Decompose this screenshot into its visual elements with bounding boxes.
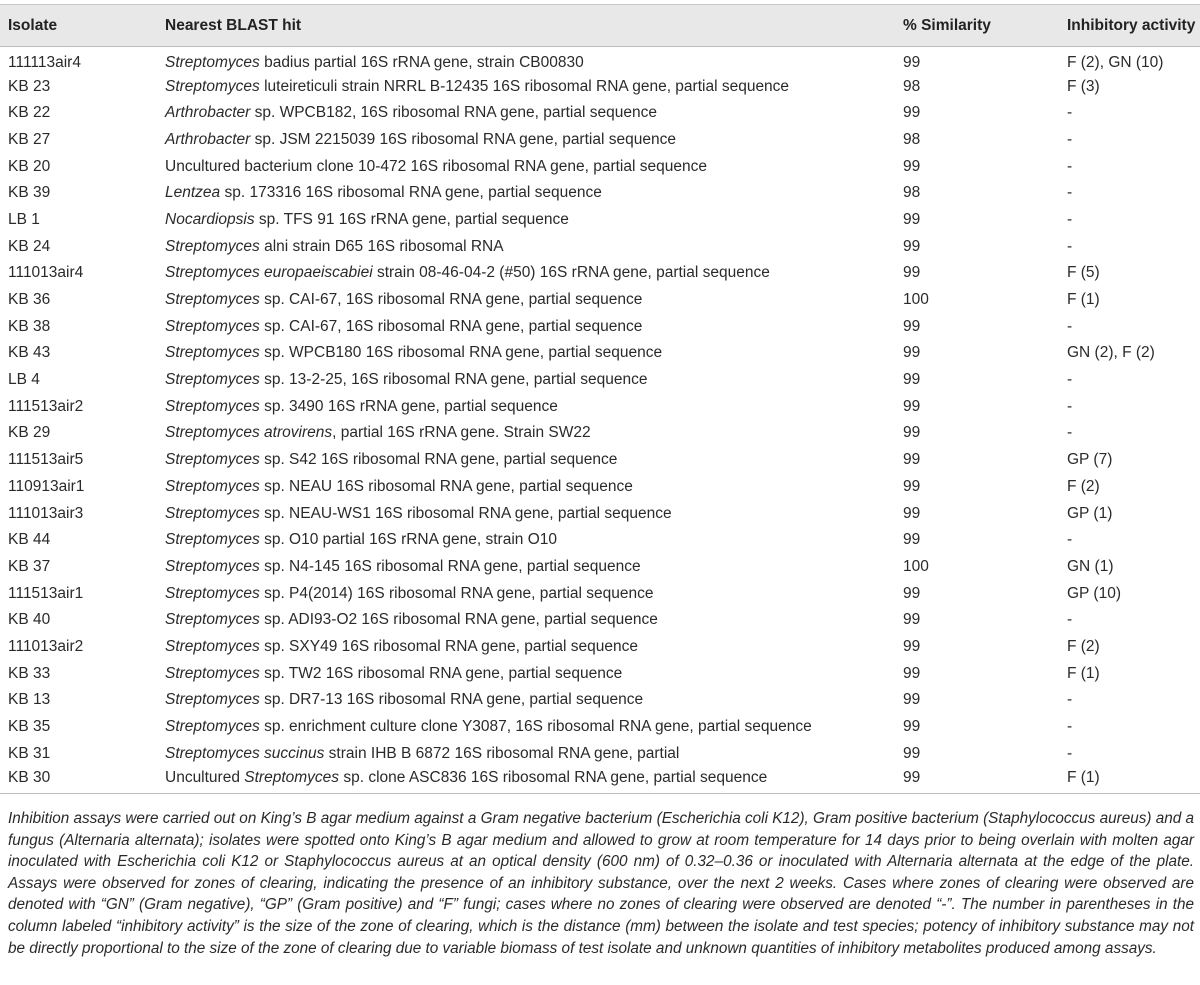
taxon-name: Streptomyces [244,769,340,787]
blast-hit-cell [157,393,895,420]
blast-hit-cell [157,73,895,100]
hit-description: sp. 3490 16S rRNA gene, partial sequence [259,397,558,415]
inhibitory-activity-cell: - [1067,157,1073,175]
table-row [0,740,1200,767]
blast-hit-cell [157,474,895,501]
header-inhibitory-activity: Inhibitory activity [1059,5,1200,47]
blast-hit-cell [157,127,895,154]
hit-description: sp. S42 16S ribosomal RNA gene, partial sequence [259,451,618,469]
isolate-cell: LB 1 [8,210,40,228]
blast-hit-cell [157,367,895,394]
blast-hit-cell [157,500,895,527]
taxon-name: Streptomyces [165,637,260,655]
table-row [0,153,1200,180]
table-row [0,660,1200,687]
hit-description: alni strain D65 16S ribosomal RNA [259,237,504,255]
similarity-cell: 99 [903,397,921,415]
blast-hit-cell [157,607,895,634]
inhibitory-activity-cell: - [1067,744,1073,762]
isolate-cell: 111113air4 [8,54,81,72]
table-row [0,367,1200,394]
table-row [0,527,1200,554]
similarity-cell: 99 [903,371,921,389]
header-nearest-blast-hit: Nearest BLAST hit [157,5,895,47]
similarity-cell: 99 [903,691,921,709]
table-row [0,607,1200,634]
similarity-cell: 99 [903,210,921,228]
table-row [0,207,1200,234]
isolate-cell: KB 35 [8,718,51,736]
inhibitory-activity-cell: F (5) [1067,264,1100,282]
table-footnote: Inhibition assays were carried out on King’s B agar medium against a Gram negative bacterium (Escherichia coli K12), Gram positive bacterium (Staphylococcus aureus) and a fungus (Alternaria alternata); isolates were spotted onto King’s B agar medium and allowed to grow at room temperature for 14 days prior to being overlain with molten agar inoculated with Escherichia coli K12 or Staphylococcus aureus at an optical density (600 nm) of 0.32–0.36 or inoculated with Alternaria alternata at the edge of the plate. Assays were observed for zones of clearing, indicating the presence of an inhibitory substance, over the next 2 weeks. Cases where zones of clearing were observed are denoted with “GN” (Gram negative), “GP” (Gram positive) and “F” fungi; cases where no zones of clearing were observed are denoted “-”. The number in parentheses in the column labeled “inhibitory activity” is the size of the zone of clearing, which is the distance (mm) between the isolate and test species; potency of inhibitory substance may not be directly proportional to the size of the zone of clearing due to variable biomass of test isolate and unknown quantities of inhibitory metabolites produced among assays. [8,810,1194,957]
table-row [0,47,1200,74]
inhibitory-activity-cell: F (2), GN (10) [1067,54,1164,72]
taxon-name: Streptomyces [165,504,260,522]
taxon-name: Streptomyces [165,54,260,72]
hit-description: sp. clone ASC836 16S ribosomal RNA gene, partial sequence [339,769,768,787]
taxon-name: Streptomyces [165,531,260,549]
taxon-name: Streptomyces [165,237,260,255]
similarity-cell: 99 [903,451,921,469]
blast-hit-cell [157,447,895,474]
blast-hit-cell [157,420,895,447]
isolate-cell: KB 31 [8,744,51,762]
isolate-cell: KB 27 [8,130,51,148]
hit-description: sp. SXY49 16S ribosomal RNA gene, partial sequence [259,637,639,655]
hit-description: strain 08-46-04-2 (#50) 16S rRNA gene, partial sequence [372,264,770,282]
inhibitory-activity-cell: F (1) [1059,767,1200,794]
hit-description: sp. CAI-67, 16S ribosomal RNA gene, partial sequence [259,291,643,309]
inhibitory-activity-cell: F (1) [1067,664,1100,682]
taxon-name: Streptomyces [165,317,260,335]
taxon-name: Streptomyces atrovirens [165,424,333,442]
taxon-name: Streptomyces succinus [165,744,325,762]
inhibitory-activity-cell: - [1067,237,1073,255]
similarity-cell: 99 [903,237,921,255]
similarity-cell: 98 [903,130,921,148]
table-row [0,580,1200,607]
similarity-cell: 99 [903,744,921,762]
table-row [0,233,1200,260]
hit-description: Uncultured bacterium clone 10-472 16S ribosomal RNA gene, partial sequence [165,157,707,175]
similarity-cell: 99 [903,424,921,442]
taxon-name: Arthrobacter [165,104,251,122]
table-row [0,500,1200,527]
taxon-name: Nocardiopsis [165,210,255,228]
hit-description: sp. N4-145 16S ribosomal RNA gene, partial sequence [259,557,641,575]
blast-hit-cell [157,180,895,207]
inhibitory-activity-cell: - [1067,424,1073,442]
inhibitory-activity-cell: - [1067,210,1073,228]
table-row [0,340,1200,367]
table-row [0,420,1200,447]
isolate-cell: KB 23 [8,77,51,95]
taxon-name: Streptomyces europaeiscabiei [165,264,373,282]
hit-description: sp. O10 partial 16S rRNA gene, strain O10 [259,531,558,549]
table-row [0,554,1200,581]
similarity-cell: 98 [903,77,921,95]
table-row [0,127,1200,154]
table-row [0,260,1200,287]
hit-description: luteireticuli strain NRRL B-12435 16S ribosomal RNA gene, partial sequence [259,77,790,95]
taxon-name: Arthrobacter [165,130,251,148]
hit-description: sp. P4(2014) 16S ribosomal RNA gene, partial sequence [259,584,654,602]
isolate-cell: 111013air2 [8,637,84,655]
hit-description: sp. WPCB180 16S ribosomal RNA gene, partial sequence [259,344,663,362]
taxon-name: Streptomyces [165,371,260,389]
isolate-cell: KB 13 [8,691,51,709]
isolate-cell: KB 38 [8,317,51,335]
isolate-cell: KB 43 [8,344,51,362]
isolate-cell: KB 36 [8,291,51,309]
inhibitory-activity-cell: GP (1) [1067,504,1113,522]
isolate-cell: 110913air1 [8,477,85,495]
similarity-cell: 99 [903,637,921,655]
taxon-name: Streptomyces [165,291,260,309]
isolate-cell: KB 37 [8,557,51,575]
table-row [0,714,1200,741]
similarity-cell: 99 [903,264,921,282]
hit-description: sp. WPCB182, 16S ribosomal RNA gene, partial sequence [250,104,657,122]
table-header [0,5,1200,47]
inhibitory-activity-cell: - [1067,397,1073,415]
inhibitory-activity-cell: - [1067,531,1073,549]
table-row [0,767,1200,794]
isolate-cell: 111513air2 [8,397,84,415]
table-row [0,180,1200,207]
taxon-name: Streptomyces [165,477,260,495]
isolate-cell: KB 44 [8,531,51,549]
isolate-cell: 111513air5 [8,451,84,469]
blast-hit-cell [157,660,895,687]
taxon-name: Streptomyces [165,557,260,575]
hit-description: , partial 16S rRNA gene. Strain SW22 [332,424,591,442]
table-row [0,447,1200,474]
hit-description: strain IHB B 6872 16S ribosomal RNA gene, partial [324,744,680,762]
hit-description: sp. TFS 91 16S rRNA gene, partial sequence [254,210,569,228]
similarity-cell: 99 [903,611,921,629]
inhibitory-activity-cell: GP (7) [1067,451,1113,469]
blast-hit-cell [157,153,895,180]
isolate-cell: KB 22 [8,104,51,122]
hit-description: sp. 13-2-25, 16S ribosomal RNA gene, partial sequence [259,371,648,389]
isolate-cell: 111013air4 [8,264,84,282]
taxon-name: Streptomyces [165,691,260,709]
blast-hit-cell [157,47,895,74]
similarity-cell: 99 [903,584,921,602]
hit-description: sp. JSM 2215039 16S ribosomal RNA gene, partial sequence [250,130,676,148]
table-body [0,47,1200,794]
table-row [0,393,1200,420]
similarity-cell: 99 [903,664,921,682]
inhibitory-activity-cell: - [1067,317,1073,335]
blast-hit-cell [157,260,895,287]
taxon-name: Streptomyces [165,397,260,415]
hit-description: sp. NEAU 16S ribosomal RNA gene, partial sequence [259,477,633,495]
taxon-name: Streptomyces [165,718,260,736]
isolate-cell: KB 40 [8,611,51,629]
table-row [0,73,1200,100]
isolate-cell: KB 20 [8,157,51,175]
inhibitory-activity-cell: F (2) [1067,637,1100,655]
isolate-cell: 111013air3 [8,504,84,522]
blast-hit-cell [157,207,895,234]
similarity-cell: 99 [903,54,921,72]
inhibitory-activity-cell: - [1067,104,1073,122]
taxon-name: Streptomyces [165,664,260,682]
blast-results-table [0,4,1200,794]
table-row [0,287,1200,314]
inhibitory-activity-cell: - [1067,130,1073,148]
similarity-cell: 99 [903,344,921,362]
hit-description: sp. CAI-67, 16S ribosomal RNA gene, partial sequence [259,317,643,335]
header-row [0,5,1200,47]
inhibitory-activity-cell: F (1) [1067,291,1100,309]
hit-description: Uncultured [165,769,245,787]
inhibitory-activity-cell: - [1067,611,1073,629]
isolate-cell: 111513air1 [8,584,84,602]
inhibitory-activity-cell: - [1067,184,1073,202]
taxon-name: Lentzea [165,184,221,202]
inhibitory-activity-cell: - [1067,691,1073,709]
isolate-cell: KB 33 [8,664,51,682]
hit-description: badius partial 16S rRNA gene, strain CB00830 [259,54,584,72]
similarity-cell: 99 [903,718,921,736]
header-isolate: Isolate [0,5,157,47]
inhibitory-activity-cell: F (3) [1067,77,1100,95]
taxon-name: Streptomyces [165,584,260,602]
similarity-cell: 99 [903,477,921,495]
blast-hit-cell [157,527,895,554]
blast-hit-cell [157,100,895,127]
taxon-name: Streptomyces [165,611,260,629]
table-row [0,474,1200,501]
blast-hit-cell [157,580,895,607]
isolate-cell: LB 4 [8,371,40,389]
taxon-name: Streptomyces [165,344,260,362]
hit-description: sp. NEAU-WS1 16S ribosomal RNA gene, partial sequence [259,504,672,522]
blast-hit-cell [157,714,895,741]
blast-hit-cell [157,740,895,767]
isolate-cell: KB 30 [0,767,157,794]
isolate-cell: KB 24 [8,237,51,255]
hit-description: sp. 173316 16S ribosomal RNA gene, partial sequence [220,184,602,202]
similarity-cell: 99 [903,317,921,335]
similarity-cell: 99 [903,531,921,549]
taxon-name: Streptomyces [165,451,260,469]
similarity-cell: 98 [903,184,921,202]
blast-hit-cell [157,287,895,314]
blast-hit-cell [157,634,895,661]
table-row [0,634,1200,661]
similarity-cell: 100 [903,291,929,309]
header-similarity: % Similarity [895,5,1059,47]
table-row [0,100,1200,127]
taxon-name: Streptomyces [165,77,260,95]
hit-description: sp. enrichment culture clone Y3087, 16S ribosomal RNA gene, partial sequence [259,718,812,736]
similarity-cell: 99 [895,767,1059,794]
inhibitory-activity-cell: - [1067,371,1073,389]
blast-hit-cell [157,233,895,260]
inhibitory-activity-cell: GN (2), F (2) [1067,344,1155,362]
similarity-cell: 100 [903,557,929,575]
hit-description: sp. TW2 16S ribosomal RNA gene, partial sequence [259,664,623,682]
blast-hit-cell [157,554,895,581]
similarity-cell: 99 [903,104,921,122]
blast-hit-cell [157,767,895,794]
table-row [0,313,1200,340]
isolate-cell: KB 29 [8,424,51,442]
similarity-cell: 99 [903,504,921,522]
blast-hit-cell [157,340,895,367]
similarity-cell: 99 [903,157,921,175]
table-row [0,687,1200,714]
hit-description: sp. ADI93-O2 16S ribosomal RNA gene, partial sequence [259,611,658,629]
blast-hit-cell [157,687,895,714]
blast-hit-cell [157,313,895,340]
inhibitory-activity-cell: - [1067,718,1073,736]
hit-description: sp. DR7-13 16S ribosomal RNA gene, partial sequence [259,691,644,709]
inhibitory-activity-cell: F (2) [1067,477,1100,495]
inhibitory-activity-cell: GN (1) [1067,557,1114,575]
inhibitory-activity-cell: GP (10) [1067,584,1121,602]
isolate-cell: KB 39 [8,184,51,202]
